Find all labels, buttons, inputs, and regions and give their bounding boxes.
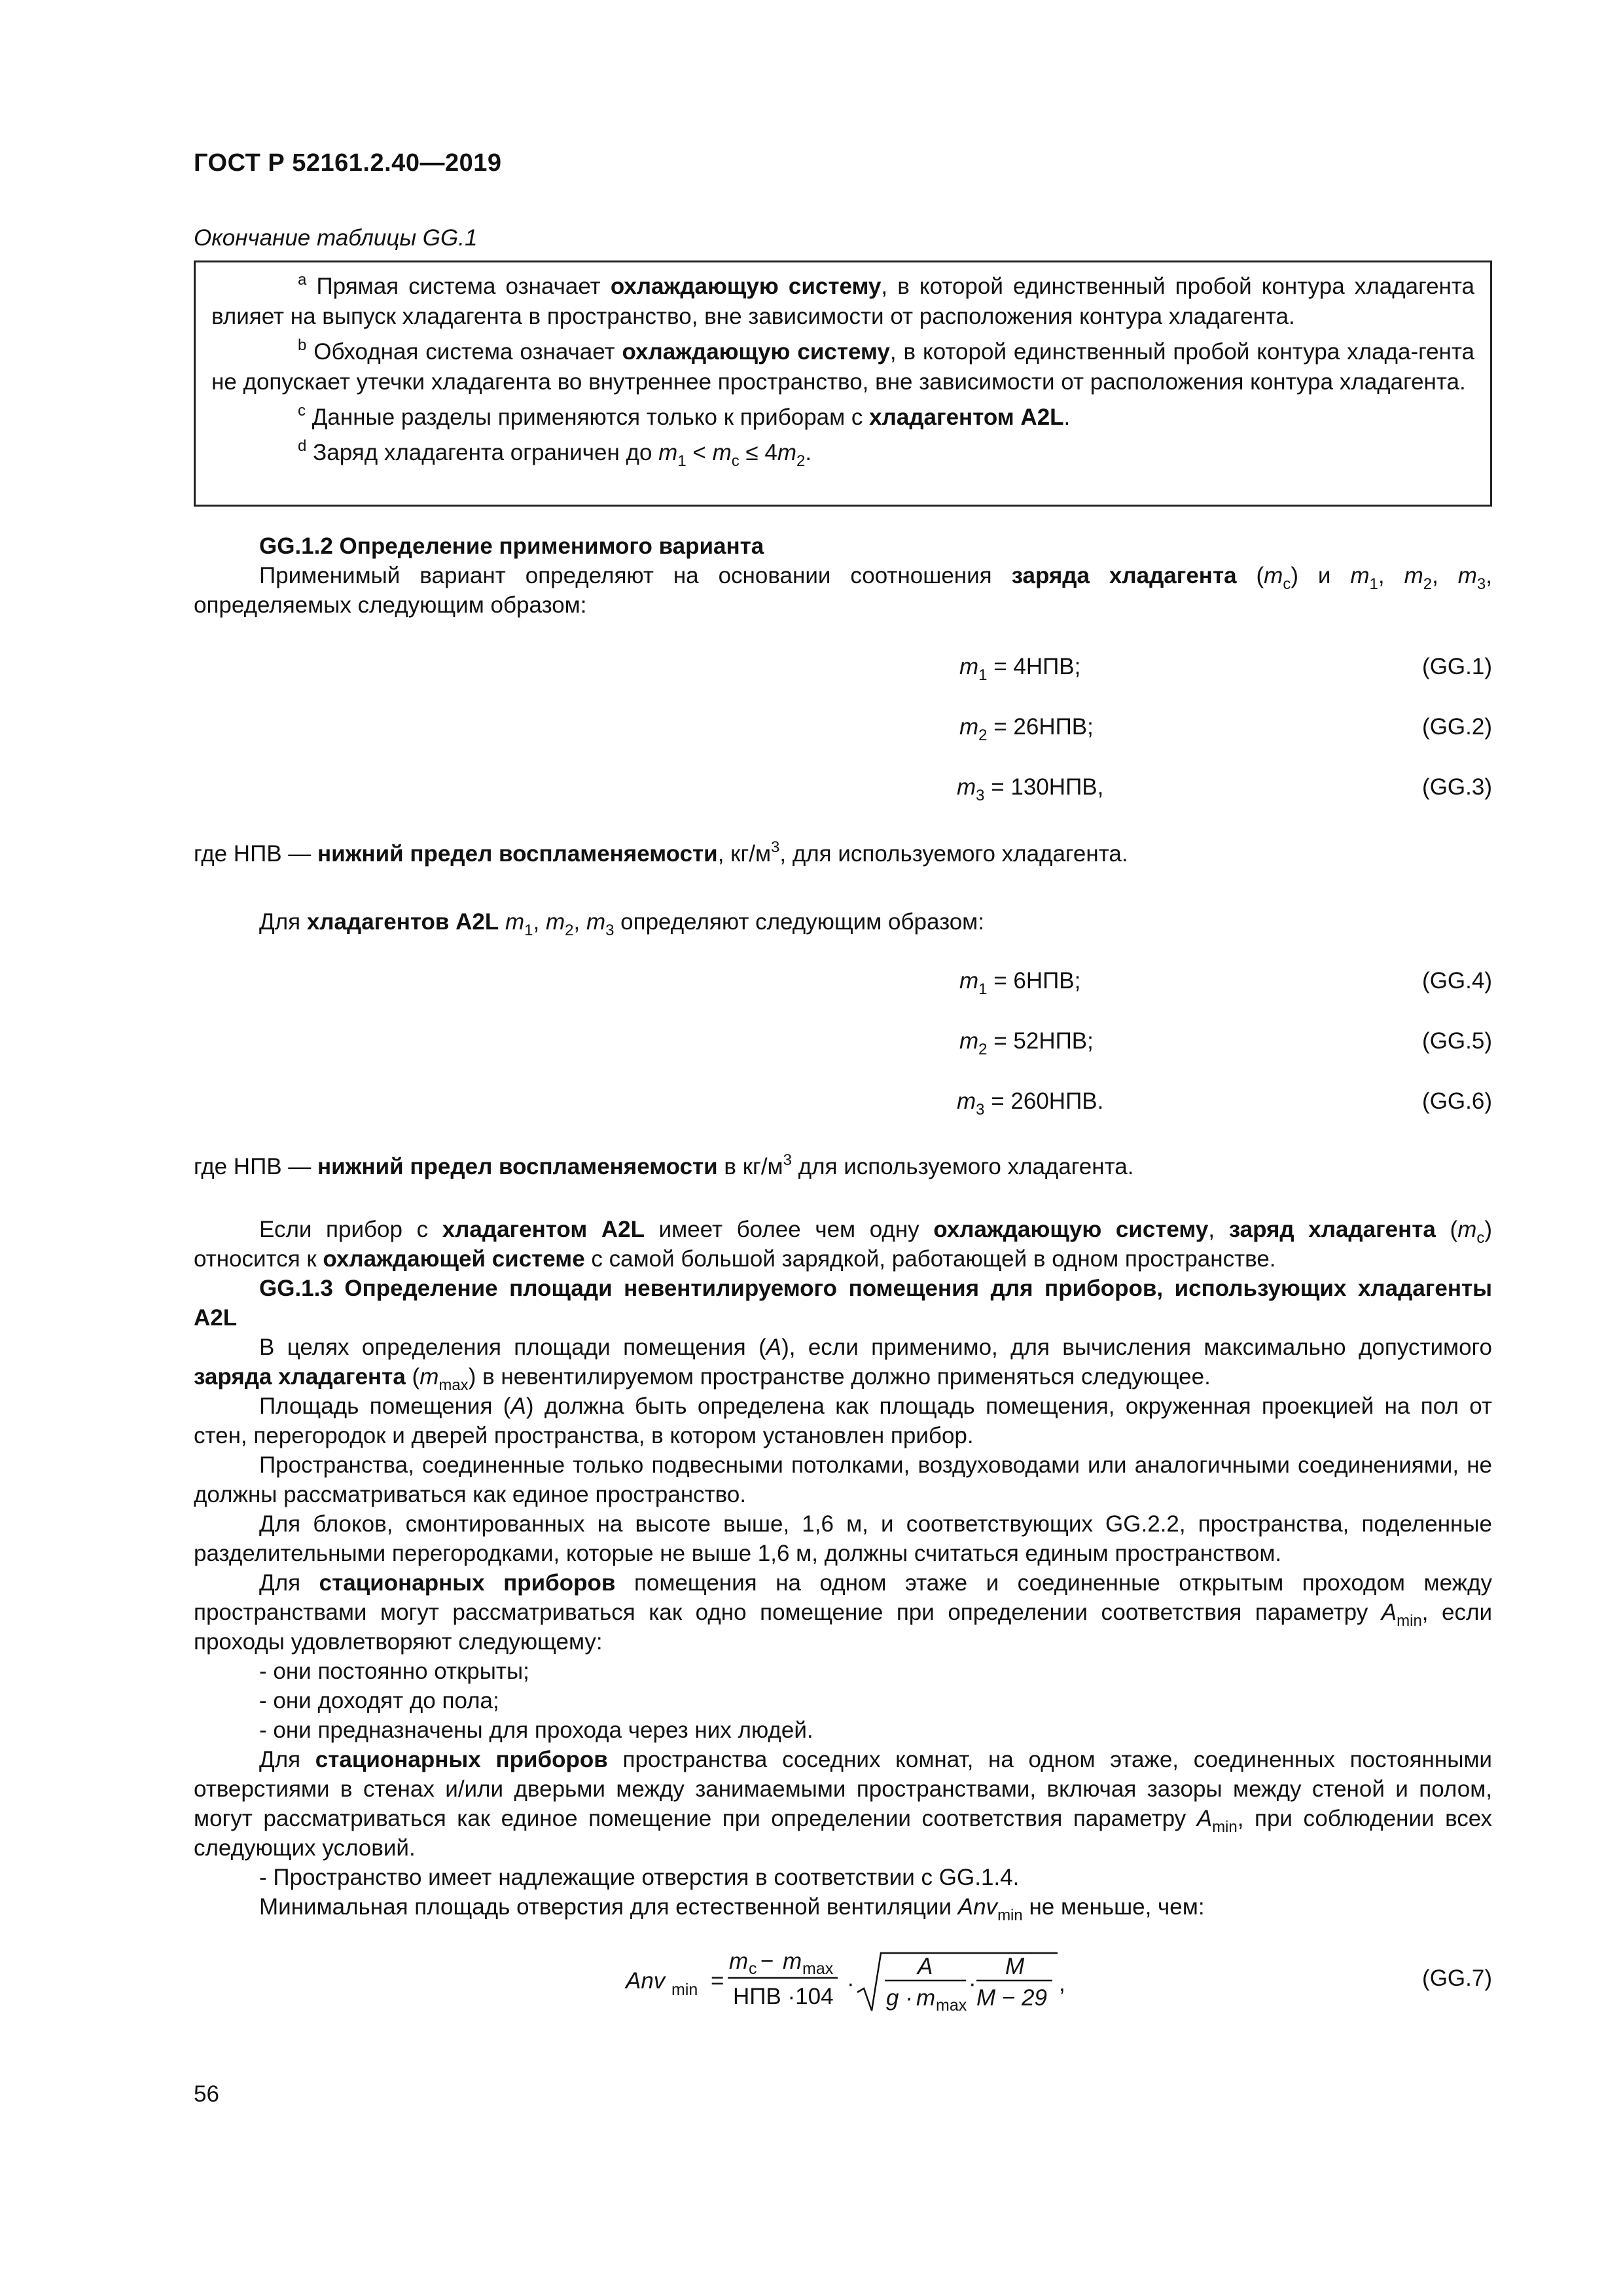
section-heading: GG.1.2 Определение применимого варианта: [259, 533, 764, 559]
section-heading: GG.1.3 Определение площади невентилируемого помещения для приборов, использующих хладагенты A2L: [194, 1276, 1492, 1331]
svg-text:m: m: [783, 1948, 802, 1974]
svg-text:M − 29: M − 29: [976, 1985, 1047, 2011]
svg-text:max: max: [802, 1960, 834, 1978]
svg-text:A: A: [918, 1954, 933, 1979]
svg-text:Anv: Anv: [626, 1968, 666, 1994]
a2l-intro: Для хладагентов A2L $m_1$, $m_2$, $m_3$ определяют следующим образом:: [259, 909, 984, 939]
footnote-a: $^a$ Прямая система означает охлаждающую систему, в которой единственный пробой контура хладагента влияет на выпуск хладагента в пространство, вне зависимости от расположения контура хладагента.: [211, 271, 1474, 329]
formula-drawing: [194, 1937, 1492, 2022]
equation-number: (GG.6): [1422, 1088, 1492, 1114]
page-number: 56: [194, 2081, 219, 2107]
svg-text:·: ·: [847, 1971, 855, 1996]
svg-text:−: −: [760, 1948, 774, 1974]
equation-number: (GG.1): [1422, 654, 1492, 679]
equation-gg3: $m_3 = 130НПВ$, (GG.3): [194, 771, 1492, 804]
svg-text:g ·: g ·: [886, 1985, 913, 2011]
paragraph: Применимый вариант определяют на основании соотношения заряда хладагента $(m_c)$ и $m_1$, $m_2$, $m_3$, определяемых следующим образом:: [194, 563, 1493, 618]
multi-system-paragraph: Если прибор с хладагентом A2L имеет более чем одну охлаждающую систему, заряд хладагента $(m_c)$ относится к охлаждающей системе с самой большой зарядкой, работающей в одном пространстве.: [194, 1217, 1492, 1272]
equation-gg1: $m_1 = 4НПВ$; (GG.1): [194, 651, 1492, 683]
equation-number: (GG.3): [1422, 774, 1492, 800]
paragraph: - Пространство имеет надлежащие отверстия в соответствии с GG.1.4.: [259, 1865, 1020, 1890]
svg-text:c: c: [749, 1960, 757, 1978]
svg-text:=: =: [711, 1968, 724, 1994]
paragraph: В целях определения площади помещения (A), если применимо, для вычисления максимально допустимого заряда хладагента $(m_{max})$ в невентилируемом пространстве должно применяться следующее.: [194, 1335, 1493, 1394]
footnote-b: $^b$ Обходная система означает охлаждающую систему, в которой единственный пробой контура хлада-гента не допускает утечки хладагента во внутреннее пространство, вне зависимости от расположения контура хладагента.: [211, 336, 1474, 395]
svg-text:min: min: [671, 1981, 698, 1999]
equation-number: (GG.5): [1422, 1028, 1492, 1054]
svg-text:max: max: [936, 1996, 967, 2015]
paragraph: Площадь помещения (A) должна быть определена как площадь помещения, окруженная проекцией на пол от стен, перегородок и дверей пространства, в котором установлен прибор.: [194, 1393, 1492, 1448]
equation-number: (GG.7): [1422, 1965, 1492, 1991]
svg-text:m: m: [916, 1985, 936, 2011]
where-clause-2: где НПВ — нижний предел воспламеняемости в $кг/м^3$ для используемого хладагента.: [194, 1151, 1134, 1179]
document-header: ГОСТ Р 52161.2.40—2019: [194, 149, 502, 177]
equation-number: (GG.4): [1422, 968, 1492, 994]
equation-gg6: $m_3 = 260НПВ$. (GG.6): [194, 1085, 1492, 1118]
svg-text:m: m: [729, 1948, 749, 1974]
where-clause-1: где НПВ — нижний предел воспламеняемости, $кг/м^3$, для используемого хладагента.: [194, 838, 1128, 867]
svg-text:НПВ ·104: НПВ ·104: [733, 1984, 834, 2009]
svg-text:·: ·: [969, 1971, 976, 1996]
equation-gg2: $m_2 = 26НПВ$; (GG.2): [194, 711, 1492, 744]
list-item: - они предназначены для прохода через них людей.: [259, 1717, 813, 1743]
footnote-d: $^d$ Заряд хладагента ограничен до $m_1 < m_c \le 4m_2$.: [298, 437, 812, 470]
table-footnotes-box: [194, 260, 1492, 507]
svg-text:,: ,: [1059, 1971, 1065, 1996]
equation-gg5: $m_2 = 52НПВ$; (GG.5): [194, 1025, 1492, 1058]
equation-gg4: $m_1 = 6НПВ$; (GG.4): [194, 965, 1492, 997]
paragraph: Для блоков, смонтированных на высоте выше, 1,6 м, и соответствующих GG.2.2, пространства, поделенные разделительными перегородками, которые не выше 1,6 м, должны считаться единым пространством.: [194, 1511, 1492, 1566]
section-gg12: [194, 531, 1492, 620]
svg-text:M: M: [1005, 1954, 1025, 1979]
table-continuation-title: Окончание таблицы GG.1: [194, 225, 478, 251]
list-item: - они доходят до пола;: [259, 1688, 499, 1713]
paragraph: Для стационарных приборов помещения на одном этаже и соединенные открытым проходом между пространствами могут рассматриваться как одно помещение при определении соответствия параметру $A_{min}$, если проходы удовлетворяют следующему:: [194, 1570, 1493, 1655]
footnote-c: $^c$ Данные разделы применяются только к приборам с хладагентом A2L.: [298, 402, 1071, 430]
paragraph: Для стационарных приборов пространства соседних комнат, на одном этаже, соединенных постоянными отверстиями в стенах и/или дверьми между занимаемыми пространствами, включая зазоры между стеной и полом, могут рассматриваться как единое помещение при определении соответствия параметру $A_{min}$, при соблюдении всех следующих условий.: [194, 1747, 1492, 1861]
paragraph: Пространства, соединенные только подвесными потолками, воздуховодами или аналогичными соединениями, не должны рассматриваться как единое пространство.: [194, 1452, 1492, 1507]
list-item: - они постоянно открыты;: [259, 1659, 529, 1684]
formula-gg7: [194, 1937, 1492, 2022]
equation-number: (GG.2): [1422, 714, 1492, 740]
section-gg13-block: [194, 1215, 1492, 1922]
paragraph: Минимальная площадь отверстия для естественной вентиляции Anv$_{min}$ не меньше, чем:: [259, 1894, 1205, 1924]
